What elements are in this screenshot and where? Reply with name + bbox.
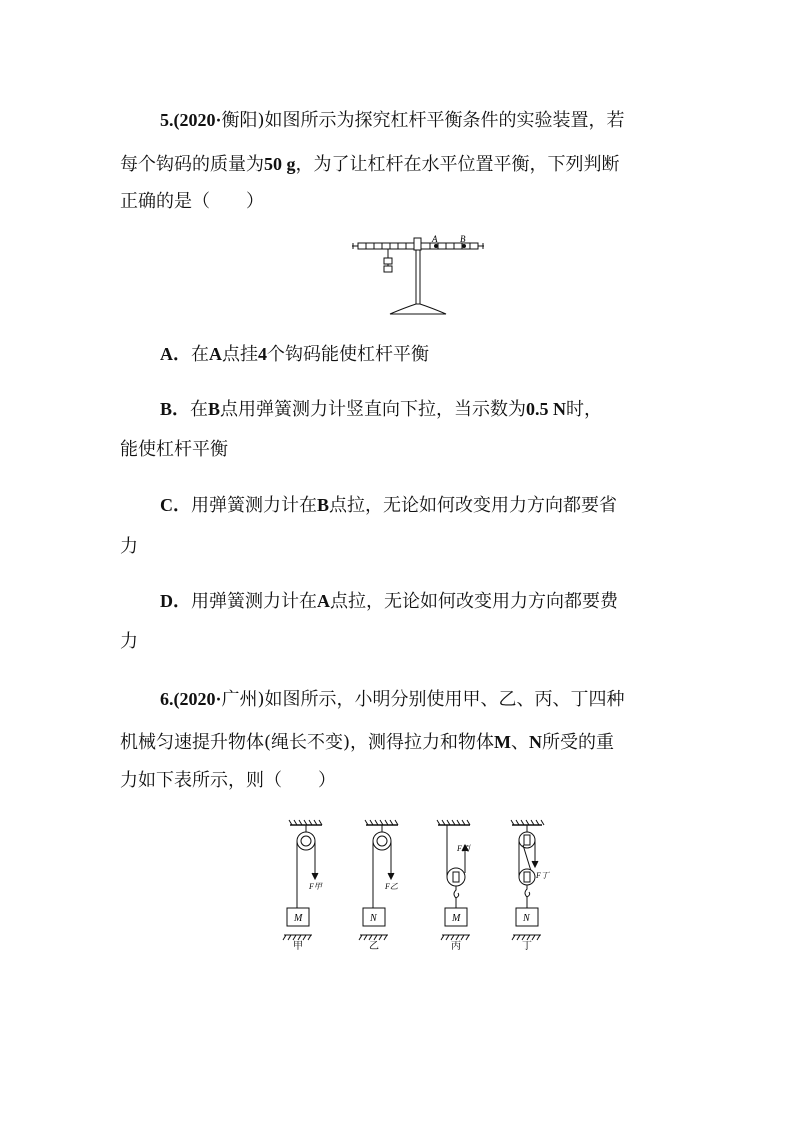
q5-number: 5. <box>160 110 174 130</box>
option-a-text-1: 在 <box>191 344 209 365</box>
option-d-text-1: 用弹簧测力计在 <box>191 591 317 612</box>
q5-stem-2b: ，为了让杠杆在水平位置平衡，下列判断 <box>295 154 620 175</box>
option-b-text-3: 时， <box>566 399 603 420</box>
option-c-text-2: 点拉，无论如何改变用力方向都要省 <box>329 495 618 516</box>
option-b-text-1: 在 <box>190 399 209 420</box>
q6-line-3 <box>120 769 336 793</box>
machine-jia <box>283 820 322 940</box>
lever-base <box>390 304 446 314</box>
q6-stem-3: 力如下表所示，则（ ） <box>120 770 336 791</box>
q5-option-d <box>160 589 618 614</box>
q6-object-m: M <box>494 732 512 752</box>
option-d-point: A <box>317 591 330 611</box>
q6-line-2 <box>120 730 614 755</box>
option-a-text-2: 点挂 <box>222 344 258 365</box>
q5-mass: 50 g <box>264 154 296 174</box>
q6-number: 6. <box>160 689 174 709</box>
q5-option-b <box>160 397 602 422</box>
option-a-point: A <box>209 344 222 364</box>
option-c-letter: C． <box>160 495 191 515</box>
option-a-letter: A． <box>160 344 191 364</box>
force-jia: F甲 <box>309 882 322 891</box>
machine-yi <box>359 820 398 940</box>
q5-city: 衡阳 <box>221 110 258 131</box>
q5-stem-3: 正确的是（ ） <box>120 191 264 212</box>
q6-city: 广州 <box>221 689 258 710</box>
q5-year: (2020· <box>173 110 222 130</box>
q5-line-1 <box>160 108 625 133</box>
name-bing: 丙 <box>451 941 461 952</box>
q6-stem-2b: 所受的重 <box>542 732 615 753</box>
q6-sep: 、 <box>511 732 530 753</box>
option-d-letter: D． <box>160 591 191 611</box>
q5-stem-1: )如图所示为探究杠杆平衡条件的实验装置，若 <box>257 110 625 131</box>
lever-label-a: A <box>432 234 438 244</box>
force-ding: F丁 <box>536 871 549 880</box>
option-b-letter: B． <box>160 399 191 419</box>
option-b-text-4: 能使杠杆平衡 <box>120 439 228 460</box>
block-yi: N <box>370 913 377 924</box>
hook-weight-1 <box>384 258 392 264</box>
lever-label-b: B <box>460 234 466 244</box>
block-bing: M <box>452 913 461 924</box>
option-d-text-3: 力 <box>120 631 138 652</box>
q6-year: (2020· <box>173 689 222 709</box>
option-d-text-2: 点拉，无论如何改变用力方向都要费 <box>330 591 618 612</box>
name-ding: 丁 <box>522 941 532 952</box>
q6-line-1 <box>160 687 625 712</box>
force-bing: F丙 <box>457 844 470 853</box>
q5-option-d-line-2 <box>120 630 138 654</box>
option-a-count: 4 <box>258 344 267 364</box>
block-ding: N <box>523 913 530 924</box>
option-b-point: B <box>208 399 221 419</box>
option-c-point: B <box>317 495 330 515</box>
q5-line-2 <box>120 152 620 177</box>
q6-stem-1: )如图所示，小明分别使用甲、乙、丙、丁四种 <box>257 689 625 710</box>
q5-option-c <box>160 493 617 518</box>
name-jia: 甲 <box>293 941 303 952</box>
q5-option-a <box>160 342 429 367</box>
lever-figure <box>350 232 490 322</box>
q6-stem-2a: 机械匀速提升物体(绳长不变)，测得拉力和物体 <box>120 732 495 753</box>
option-a-text-3: 个钩码能使杠杆平衡 <box>267 344 429 365</box>
lever-pivot <box>414 238 421 250</box>
option-b-text-2: 点用弹簧测力计竖直向下拉，当示数为 <box>220 399 527 420</box>
q6-object-n: N <box>529 732 543 752</box>
block-jia: M <box>294 913 303 924</box>
pulley-figure <box>280 815 550 955</box>
option-b-force: 0.5 N <box>526 399 567 419</box>
option-c-text-1: 用弹簧测力计在 <box>191 495 317 516</box>
q5-option-c-line-2 <box>120 535 138 559</box>
q5-stem-2a: 每个钩码的质量为 <box>120 154 264 175</box>
name-yi: 乙 <box>369 941 379 952</box>
q5-line-3 <box>120 190 264 214</box>
force-yi: F乙 <box>385 882 398 891</box>
option-c-text-3: 力 <box>120 536 138 557</box>
hook-weight-2 <box>384 266 392 272</box>
q5-option-b-line-2 <box>120 438 228 462</box>
